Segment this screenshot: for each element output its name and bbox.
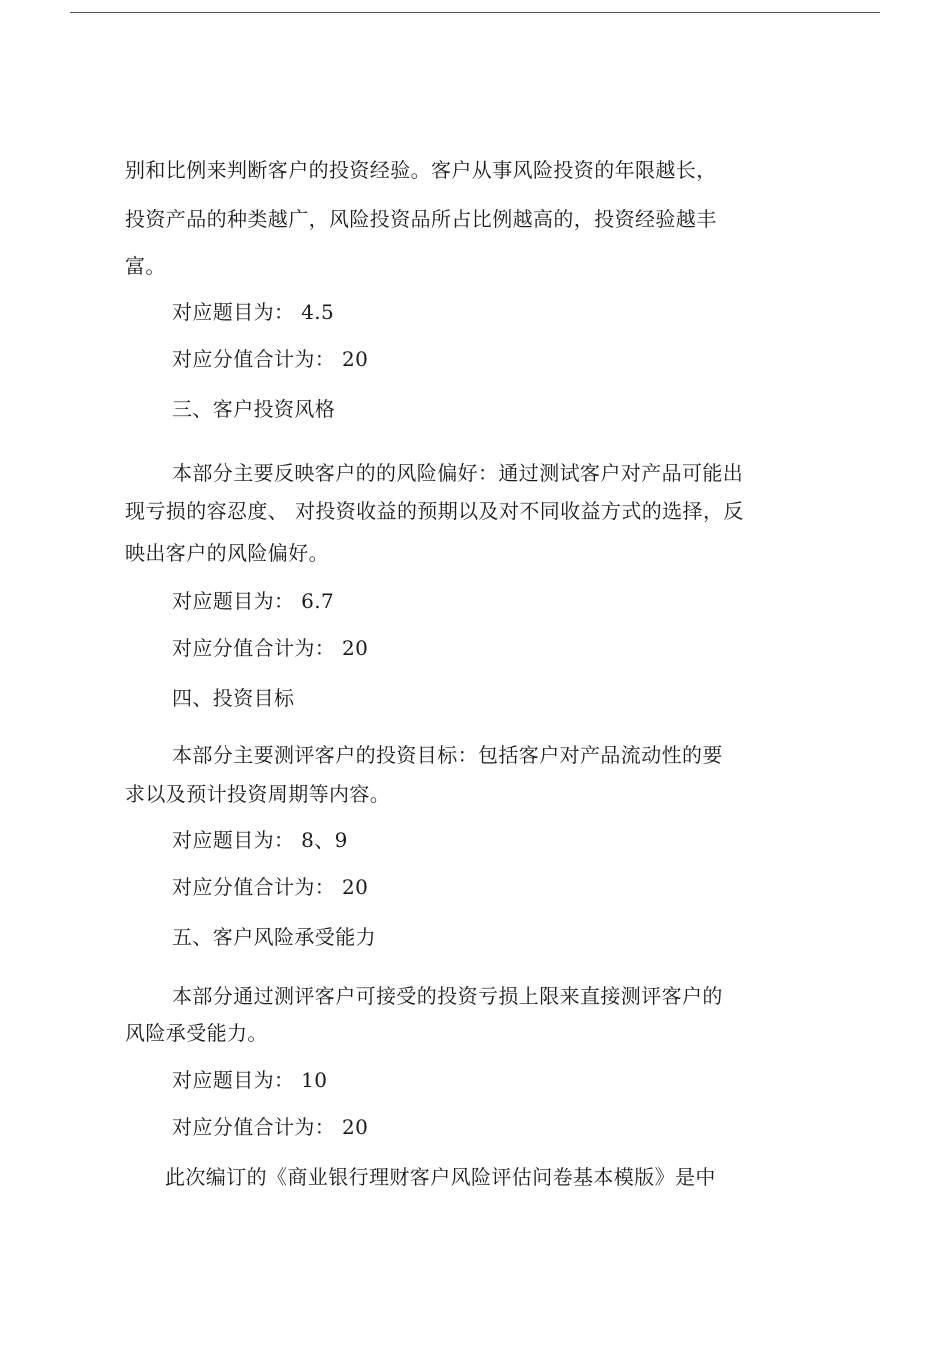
- question-numbers: 对应题目为： 8、9: [172, 828, 348, 852]
- section-heading: 四、投资目标: [172, 686, 295, 710]
- paragraph-line: 此次编订的《商业银行理财客户风险评估问卷基本模版》是中: [165, 1165, 716, 1189]
- paragraph-line: 本部分主要测评客户的投资目标：包括客户对产品流动性的要: [172, 743, 723, 767]
- section-heading: 五、客户风险承受能力: [172, 925, 376, 949]
- score-total: 对应分值合计为： 20: [172, 636, 369, 660]
- score-total: 对应分值合计为： 20: [172, 347, 369, 371]
- score-total: 对应分值合计为： 20: [172, 1115, 369, 1139]
- header-rule: [70, 12, 880, 13]
- question-numbers: 对应题目为： 10: [172, 1068, 328, 1092]
- score-total: 对应分值合计为： 20: [172, 875, 369, 899]
- paragraph-line: 求以及预计投资周期等内容。: [125, 782, 391, 806]
- paragraph-line: 别和比例来判断客户的投资经验。客户从事风险投资的年限越长，: [125, 158, 717, 182]
- paragraph-line: 风险承受能力。: [125, 1021, 268, 1045]
- paragraph-line: 富。: [125, 254, 166, 278]
- section-heading: 三、客户投资风格: [172, 397, 336, 421]
- paragraph-line: 本部分通过测评客户可接受的投资亏损上限来直接测评客户的: [172, 984, 723, 1008]
- paragraph-line: 本部分主要反映客户的的风险偏好：通过测试客户对产品可能出: [172, 461, 744, 485]
- paragraph-line: 现亏损的容忍度、 对投资收益的预期以及对不同收益方式的选择，反: [125, 499, 744, 523]
- paragraph-line: 映出客户的风险偏好。: [125, 541, 329, 565]
- question-numbers: 对应题目为： 4.5: [172, 300, 335, 324]
- question-numbers: 对应题目为： 6.7: [172, 589, 335, 613]
- paragraph-line: 投资产品的种类越广，风险投资品所占比例越高的，投资经验越丰: [125, 207, 717, 231]
